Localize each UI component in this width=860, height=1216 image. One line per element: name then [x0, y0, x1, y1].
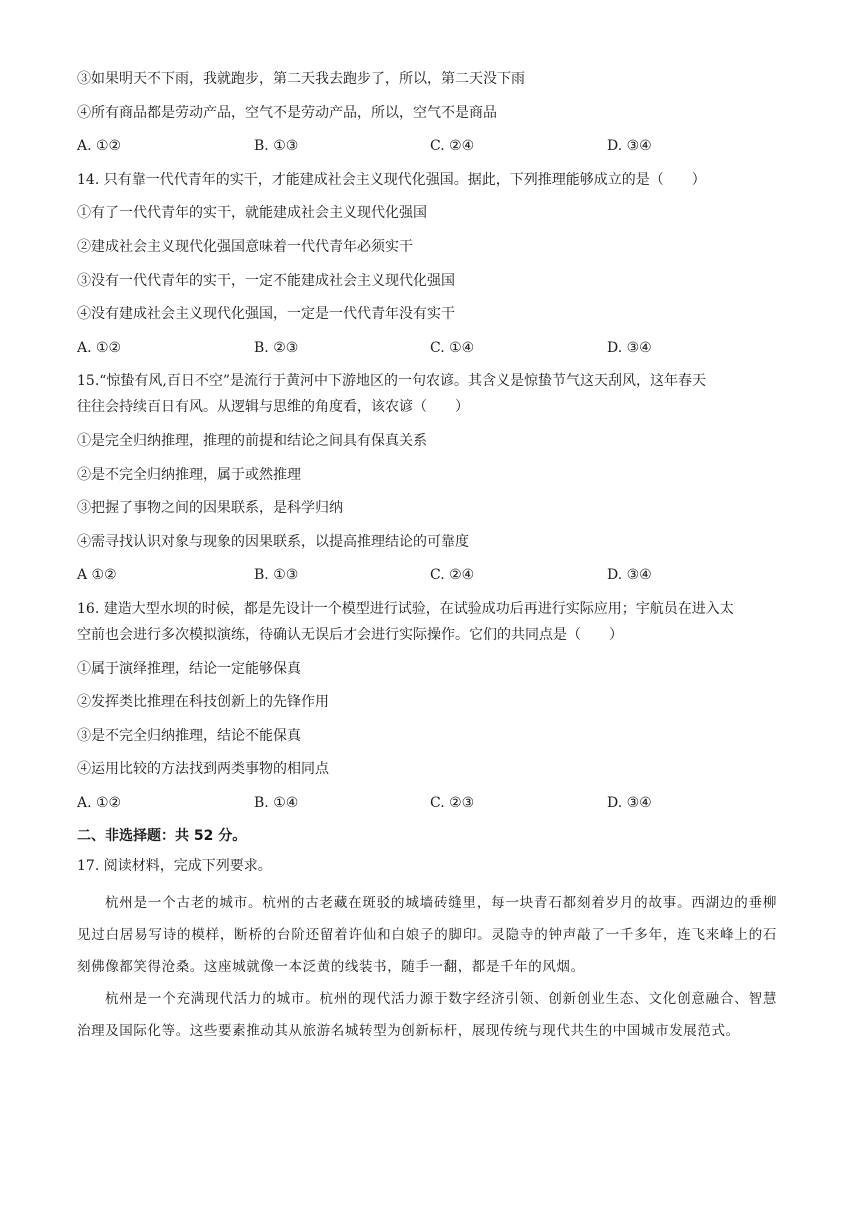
- q15-stem-line2: 往往会持续百日有风。从逻辑与思维的角度看，该农谚（ ）: [77, 399, 469, 416]
- q15-item-3: ③把握了事物之间的因果联系，是科学归纳: [77, 500, 343, 517]
- q15-option-c[interactable]: C. ②④: [430, 567, 475, 584]
- q17-stem: 17. 阅读材料，完成下列要求。: [77, 858, 272, 875]
- q15-item-2: ②是不完全归纳推理，属于或然推理: [77, 466, 301, 483]
- q15-item-1: ①是完全归纳推理，推理的前提和结论之间具有保真关系: [77, 432, 427, 449]
- q15-item-4: ④需寻找认识对象与现象的因果联系，以提高推理结论的可靠度: [77, 533, 469, 550]
- q14-option-c[interactable]: C. ①④: [430, 339, 475, 356]
- q16-option-d[interactable]: D. ③④: [607, 794, 652, 811]
- section-2-title: 二、非选择题：共 52 分。: [77, 828, 247, 845]
- q14-stem: 14. 只有靠一代代青年的实干，才能建成社会主义现代化强国。据此，下列推理能够成立的是（ ）: [77, 171, 706, 188]
- q16-item-1: ①属于演绎推理，结论一定能够保真: [77, 660, 301, 677]
- q17-paragraph-2: 杭州是一个充满现代活力的城市。杭州的现代活力源于数字经济引领、创新创业生态、文化创意融合、智慧治理及国际化等。这些要素推动其从旅游名城转型为创新标杆，展现传统与现代共生的中国城市发展范式。: [77, 991, 777, 1040]
- q13-options: [77, 135, 787, 157]
- q13-option-a[interactable]: A. ①②: [77, 138, 122, 155]
- q13-item-3: ③如果明天不下雨，我就跑步，第二天我去跑步了，所以，第二天没下雨: [77, 71, 525, 87]
- q14-option-b[interactable]: B. ②③: [254, 339, 299, 356]
- q14-options: [77, 337, 787, 359]
- q13-item-4: ④所有商品都是劳动产品，空气不是劳动产品，所以，空气不是商品: [77, 104, 497, 121]
- q16-option-c[interactable]: C. ②③: [430, 794, 475, 811]
- q16-options: [77, 792, 787, 814]
- q16-stem-line2: 空前也会进行多次模拟演练，待确认无误后才会进行实际操作。它们的共同点是（ ）: [77, 626, 623, 643]
- q16-item-2: ②发挥类比推理在科技创新上的先锋作用: [77, 694, 329, 711]
- q14-item-2: ②建成社会主义现代化强国意味着一代代青年必须实干: [77, 238, 413, 255]
- q14-option-d[interactable]: D. ③④: [607, 339, 652, 356]
- q13-option-b[interactable]: B. ①③: [254, 138, 299, 155]
- q13-option-c[interactable]: C. ②④: [430, 138, 475, 155]
- q13-option-d[interactable]: D. ③④: [607, 138, 652, 155]
- q14-item-3: ③没有一代代青年的实干，一定不能建成社会主义现代化强国: [77, 272, 455, 289]
- q17-material: [77, 887, 787, 1047]
- q16-item-3: ③是不完全归纳推理，结论不能保真: [77, 727, 301, 744]
- q15-option-a[interactable]: A ①②: [77, 567, 117, 584]
- q14-option-a[interactable]: A. ①②: [77, 339, 122, 356]
- q16-option-b[interactable]: B. ①④: [254, 794, 299, 811]
- q15-option-d[interactable]: D. ③④: [607, 567, 652, 584]
- q15-stem-line1: 15.“惊蛰有风,百日不空”是流行于黄河中下游地区的一句农谚。其含义是惊蛰节气这天刮风，这年春天: [77, 373, 707, 390]
- q15-options: [77, 564, 787, 586]
- q16-stem-line1: 16. 建造大型水坝的时候，都是先设计一个模型进行试验，在试验成功后再进行实际应用；宇航员在进入太: [77, 600, 734, 617]
- q14-item-4: ④没有建成社会主义现代化强国，一定是一代代青年没有实干: [77, 306, 455, 323]
- exam-page: [77, 68, 787, 1047]
- q16-item-4: ④运用比较的方法找到两类事物的相同点: [77, 761, 329, 778]
- q15-option-b[interactable]: B. ①③: [254, 567, 299, 584]
- q14-item-1: ①有了一代代青年的实干，就能建成社会主义现代化强国: [77, 205, 427, 222]
- q16-option-a[interactable]: A. ①②: [77, 794, 122, 811]
- q17-paragraph-1: 杭州是一个古老的城市。杭州的古老藏在斑驳的城墙砖缝里，每一块青石都刻着岁月的故事。西湖边的垂柳见过白居易写诗的模样，断桥的台阶还留着许仙和白娘子的脚印。灵隐寺的钟声敲了一千多年，连飞来峰上的石刻佛像都笑得沧桑。这座城就像一本泛黄的线装书，随手一翻，都是千年的风烟。: [77, 895, 777, 976]
